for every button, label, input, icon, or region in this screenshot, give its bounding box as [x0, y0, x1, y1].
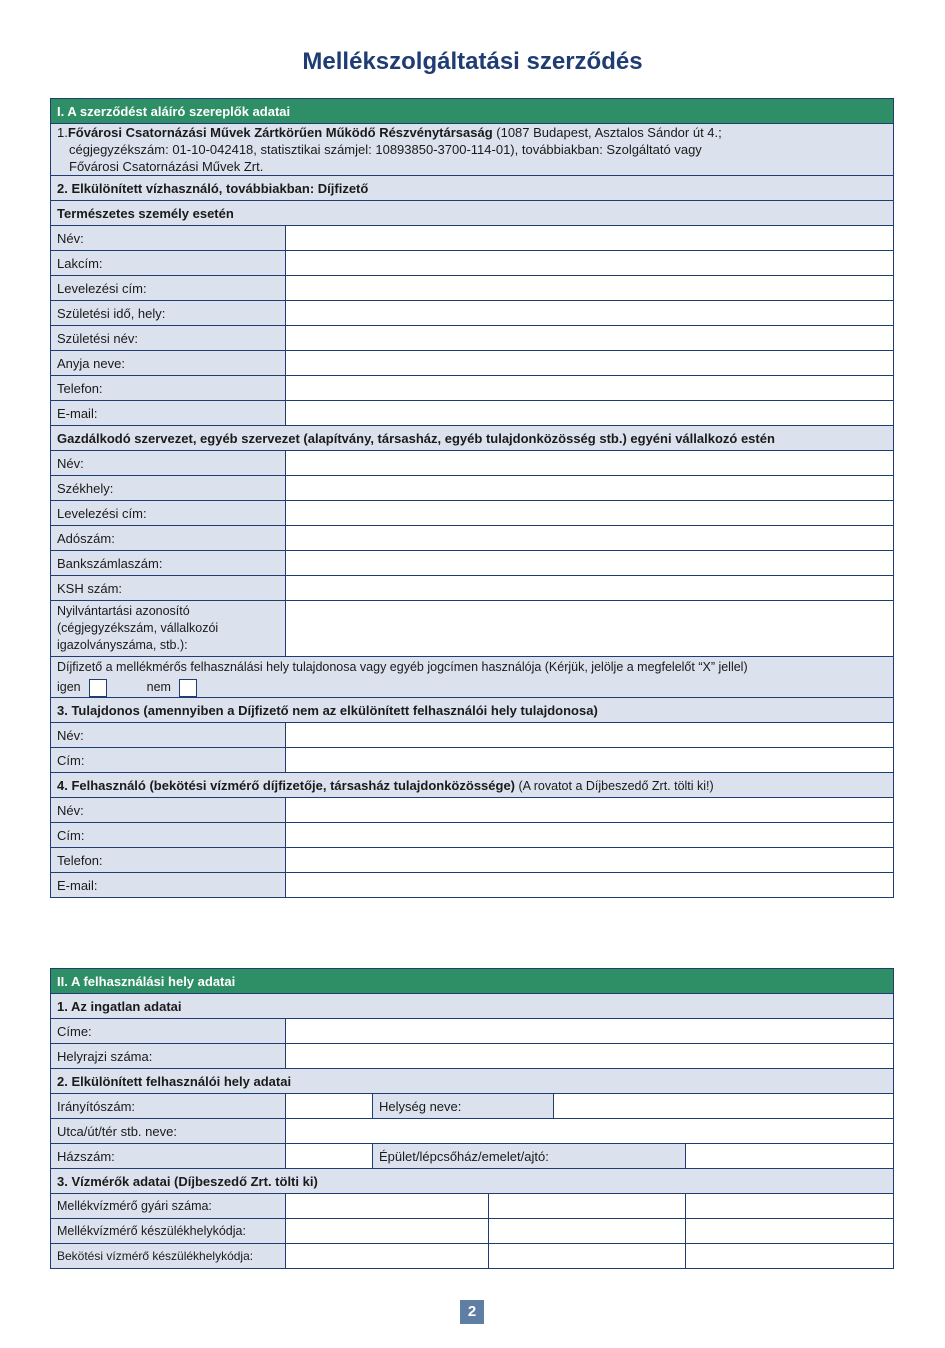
org-registry-label-3: igazolványszáma, stb.): [57, 638, 188, 652]
org-seat-label: Székhely: [51, 476, 286, 501]
submeter-serial-label: Mellékvízmérő gyári száma: [51, 1194, 286, 1219]
document-title: Mellékszolgáltatási szerződés [302, 48, 643, 75]
section1-header: I. A szerződést aláíró szereplők adatai [51, 99, 894, 124]
submeter-location-field-2[interactable] [489, 1219, 686, 1244]
no-checkbox[interactable] [179, 679, 197, 697]
owner-question-row [51, 657, 894, 698]
user-email-field[interactable] [286, 873, 894, 898]
main-meter-location-field-2[interactable] [489, 1244, 686, 1269]
city-field[interactable] [554, 1094, 894, 1119]
submeter-location-field-3[interactable] [686, 1219, 894, 1244]
owner-address-field[interactable] [286, 748, 894, 773]
np-mailing-label: Levelezési cím: [51, 276, 286, 301]
org-registry-label [51, 601, 286, 657]
org-ksh-field[interactable] [286, 576, 894, 601]
org-ksh-label: KSH szám: [51, 576, 286, 601]
party2-header: 2. Elkülönített vízhasználó, továbbiakban: Díjfizető [51, 176, 894, 201]
party1-line3: Fővárosi Csatornázási Művek Zrt. [69, 159, 264, 174]
party1-line2: cégjegyzékszám: 01-10-042418, statisztikai számjel: 10893850-3700-114-01), továbbiakban: Szolgáltató vagy [69, 142, 702, 157]
yes-label: igen [57, 680, 81, 694]
building-field[interactable] [686, 1144, 894, 1169]
unit-header: 2. Elkülönített felhasználói hely adatai [51, 1069, 894, 1094]
house-number-label: Házszám: [51, 1144, 286, 1169]
owner-address-label: Cím: [51, 748, 286, 773]
zip-field[interactable] [286, 1094, 373, 1119]
submeter-location-field-1[interactable] [286, 1219, 489, 1244]
np-mother-field[interactable] [286, 351, 894, 376]
no-label: nem [146, 680, 171, 694]
zip-label: Irányítószám: [51, 1094, 286, 1119]
party1-number: 1. [57, 125, 68, 140]
city-label: Helység neve: [373, 1094, 554, 1119]
np-mailing-field[interactable] [286, 276, 894, 301]
np-phone-label: Telefon: [51, 376, 286, 401]
org-tax-label: Adószám: [51, 526, 286, 551]
org-name-label: Név: [51, 451, 286, 476]
submeter-serial-field-3[interactable] [686, 1194, 894, 1219]
street-label: Utca/út/tér stb. neve: [51, 1119, 286, 1144]
owner-name-label: Név: [51, 723, 286, 748]
np-mother-label: Anyja neve: [51, 351, 286, 376]
org-bank-label: Bankszámlaszám: [51, 551, 286, 576]
house-number-field[interactable] [286, 1144, 373, 1169]
user-header-row [51, 773, 894, 798]
np-phone-field[interactable] [286, 376, 894, 401]
np-birthname-field[interactable] [286, 326, 894, 351]
property-lot-field[interactable] [286, 1044, 894, 1069]
owner-header: 3. Tulajdonos (amennyiben a Díjfizető nem az elkülönített felhasználói hely tulajdonosa) [51, 698, 894, 723]
user-address-field[interactable] [286, 823, 894, 848]
main-meter-location-field-3[interactable] [686, 1244, 894, 1269]
np-birthname-label: Születési név: [51, 326, 286, 351]
user-header: 4. Felhasználó (bekötési vízmérő díjfizetője, társasház tulajdonközössége) [57, 777, 516, 793]
org-name-field[interactable] [286, 451, 894, 476]
np-address-label: Lakcím: [51, 251, 286, 276]
section2-table [50, 968, 894, 1269]
property-header: 1. Az ingatlan adatai [51, 994, 894, 1019]
submeter-serial-field-2[interactable] [489, 1194, 686, 1219]
organization-header: Gazdálkodó szervezet, egyéb szervezet (alapítvány, társasház, egyéb tulajdonközösség stb.) egyéni vállalkozó estén [51, 426, 894, 451]
user-address-label: Cím: [51, 823, 286, 848]
building-label: Épület/lépcsőház/emelet/ajtó: [373, 1144, 686, 1169]
page-number: 2 [460, 1300, 484, 1324]
main-meter-location-label: Bekötési vízmérő készülékhelykódja: [51, 1244, 286, 1269]
np-name-label: Név: [51, 226, 286, 251]
org-bank-field[interactable] [286, 551, 894, 576]
user-email-label: E-mail: [51, 873, 286, 898]
property-lot-label: Helyrajzi száma: [51, 1044, 286, 1069]
org-mailing-label: Levelezési cím: [51, 501, 286, 526]
user-name-field[interactable] [286, 798, 894, 823]
property-address-label: Címe: [51, 1019, 286, 1044]
np-birth-label: Születési idő, hely: [51, 301, 286, 326]
np-birth-field[interactable] [286, 301, 894, 326]
user-name-label: Név: [51, 798, 286, 823]
submeter-location-label: Mellékvízmérő készülékhelykódja: [51, 1219, 286, 1244]
owner-question: Díjfizető a mellékmérős felhasználási hely tulajdonosa vagy egyéb jogcímen használója (Kérjük, jelölje a megfelelőt “X” jellel) [57, 660, 748, 674]
party1-line1-rest: (1087 Budapest, Asztalos Sándor út 4.; [492, 125, 722, 140]
np-email-label: E-mail: [51, 401, 286, 426]
main-meter-location-field-1[interactable] [286, 1244, 489, 1269]
user-phone-label: Telefon: [51, 848, 286, 873]
org-mailing-field[interactable] [286, 501, 894, 526]
yes-checkbox[interactable] [89, 679, 107, 697]
party1-info [51, 124, 894, 176]
org-registry-field[interactable] [286, 601, 894, 657]
property-address-field[interactable] [286, 1019, 894, 1044]
street-field[interactable] [286, 1119, 894, 1144]
natural-person-header: Természetes személy esetén [51, 201, 894, 226]
meters-header: 3. Vízmérők adatai (Díjbeszedő Zrt. tölti ki) [51, 1169, 894, 1194]
submeter-serial-field-1[interactable] [286, 1194, 489, 1219]
np-name-field[interactable] [286, 226, 894, 251]
np-address-field[interactable] [286, 251, 894, 276]
org-seat-field[interactable] [286, 476, 894, 501]
org-tax-field[interactable] [286, 526, 894, 551]
section2-header: II. A felhasználási hely adatai [51, 969, 894, 994]
org-registry-label-2: (cégjegyzékszám, vállalkozói [57, 621, 219, 635]
user-phone-field[interactable] [286, 848, 894, 873]
section1-table [50, 98, 894, 898]
party1-name: Fővárosi Csatornázási Művek Zártkörűen Működő Részvénytársaság [67, 125, 493, 140]
owner-name-field[interactable] [286, 723, 894, 748]
user-note: (A rovatot a Díjbeszedő Zrt. tölti ki!) [515, 778, 714, 793]
np-email-field[interactable] [286, 401, 894, 426]
org-registry-label-1: Nyilvántartási azonosító [57, 604, 190, 618]
